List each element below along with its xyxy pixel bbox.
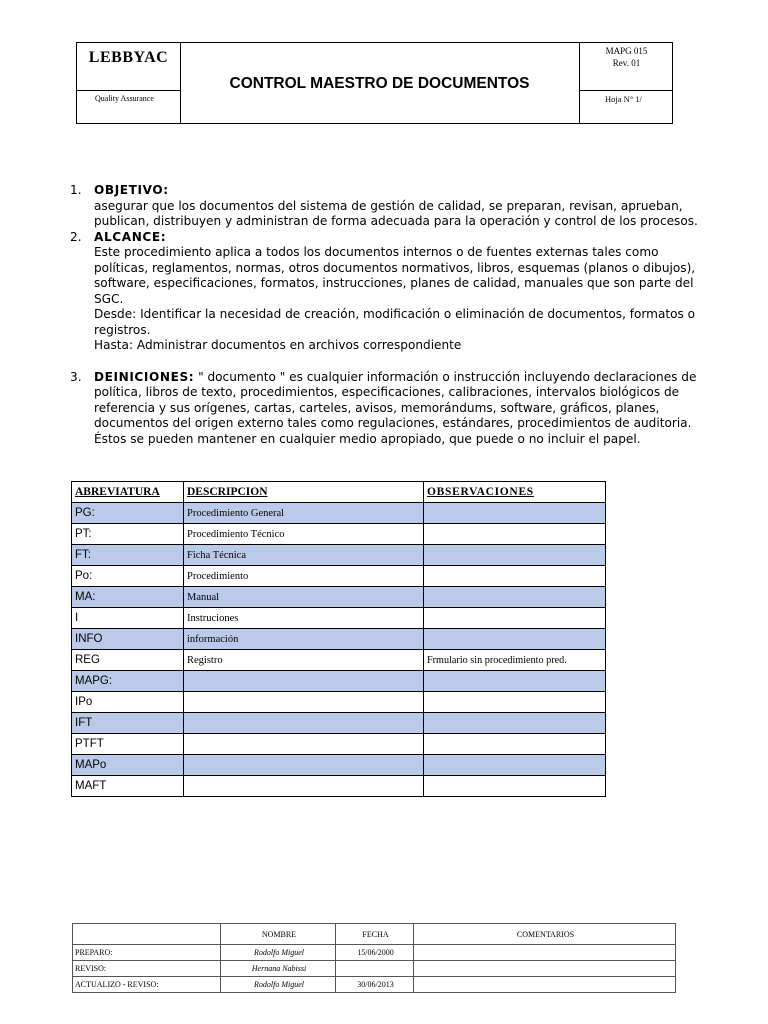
table-row (72, 608, 606, 629)
table-row (72, 692, 606, 713)
section-heading: ALCANCE: (94, 229, 167, 244)
abbr-cell: PTFT (72, 734, 184, 755)
obs-cell (424, 566, 606, 587)
obs-cell (424, 755, 606, 776)
table-row (73, 977, 676, 993)
sheet-number: Hoja N° 1/ (605, 94, 642, 104)
table-row (72, 629, 606, 650)
column-header-nombre: NOMBRE (221, 924, 336, 945)
section-line: Hasta: Administrar documentos en archivos correspondiente (94, 338, 462, 352)
table-row (72, 566, 606, 587)
obs-cell (424, 713, 606, 734)
abbr-cell: IPo (72, 692, 184, 713)
desc-cell: Manual (184, 587, 424, 608)
desc-cell: Instruciones (184, 608, 424, 629)
column-header-role (73, 924, 221, 945)
document-title: CONTROL MAESTRO DE DOCUMENTOS (229, 75, 530, 92)
comments-cell (414, 961, 676, 977)
desc-cell (184, 713, 424, 734)
section-line: " documento " es cualquier información o instrucción incluyendo declaraciones de (194, 369, 697, 384)
abbr-cell: MAPo (72, 755, 184, 776)
obs-cell (424, 629, 606, 650)
role-cell: PREPARO: (73, 945, 221, 961)
section-line: registros. (94, 322, 151, 337)
document-code-number: MAPG 015 (605, 46, 648, 56)
header-divider (77, 90, 180, 91)
date-cell: 15/06/2000 (336, 945, 414, 961)
desc-cell (184, 776, 424, 797)
document-revision: Rev. 01 (612, 58, 641, 68)
abbr-cell: REG (72, 650, 184, 671)
section-line: asegurar que los documentos del sistema de gestión de calidad, se preparan, revisan, aprueban, (94, 198, 683, 213)
desc-cell: Procedimiento Técnico (184, 524, 424, 545)
section-number: 2. (70, 229, 82, 244)
section-line: política, libros de texto, procedimientos, especificaciones, calibraciones, intervalos biológicos de (94, 385, 680, 399)
company-brand: LEBBYAC (88, 49, 169, 66)
section-line: Este procedimiento aplica a todos los documentos internos o de fuentes externas tales como (94, 245, 659, 259)
desc-cell: Procedimiento General (184, 503, 424, 524)
abbr-cell: IFT (72, 713, 184, 734)
section-number: 1. (70, 183, 82, 197)
name-cell: Rodolfo Miguel (221, 945, 336, 961)
section-heading: OBJETIVO: (94, 183, 169, 197)
signatures-table (72, 923, 676, 993)
table-row (72, 524, 606, 545)
obs-cell (424, 692, 606, 713)
desc-cell (184, 671, 424, 692)
section-line: Éstos se pueden mantener en cualquier medio apropiado, que puede o no incluir el papel. (94, 431, 641, 446)
document-body (70, 183, 730, 447)
header-divider (579, 90, 672, 91)
obs-cell (424, 545, 606, 566)
comments-cell (414, 977, 676, 993)
column-header-comentarios: COMENTARIOS (414, 924, 676, 945)
abbr-cell: I (72, 608, 184, 629)
obs-cell (424, 734, 606, 755)
table-row (72, 545, 606, 566)
desc-cell (184, 755, 424, 776)
section-line: software, especificaciones, formatos, instrucciones, planes de calidad, manuales que son parte del (94, 276, 694, 290)
obs-cell (424, 671, 606, 692)
obs-cell (424, 503, 606, 524)
document-code (579, 45, 674, 69)
role-cell: ACTUALIZO - REVISO: (73, 977, 221, 993)
date-cell: 30/06/2013 (336, 977, 414, 993)
section-definiciones (70, 370, 730, 448)
table-row (72, 503, 606, 524)
obs-cell: Frmulario sin procedimiento pred. (424, 650, 606, 671)
column-header-abreviatura: ABREVIATURA (72, 482, 184, 503)
role-cell: REVISO: (73, 961, 221, 977)
document-header (76, 42, 673, 124)
section-objetivo (70, 183, 730, 230)
table-row (72, 671, 606, 692)
abbr-cell: MAPG: (72, 671, 184, 692)
desc-cell (184, 734, 424, 755)
table-header-row (72, 482, 606, 503)
table-row (72, 713, 606, 734)
table-row (72, 734, 606, 755)
table-header-row (73, 924, 676, 945)
column-header-fecha: FECHA (336, 924, 414, 945)
section-line: documentos del origen externo tales como regulaciones, estándares, procedimientos de auditoria. (94, 416, 692, 430)
table-row (72, 650, 606, 671)
abbr-cell: INFO (72, 629, 184, 650)
name-cell: Rodolfo Miguel (221, 977, 336, 993)
desc-cell: Registro (184, 650, 424, 671)
section-heading: DEINICIONES: (94, 369, 195, 384)
department-label: Quality Assurance (95, 94, 154, 103)
abbreviations-table (71, 481, 606, 797)
desc-cell: Procedimiento (184, 566, 424, 587)
desc-cell: información (184, 629, 424, 650)
obs-cell (424, 608, 606, 629)
table-row (72, 776, 606, 797)
table-row (73, 945, 676, 961)
table-row (72, 587, 606, 608)
table-row (72, 755, 606, 776)
abbr-cell: PG: (72, 503, 184, 524)
comments-cell (414, 945, 676, 961)
obs-cell (424, 587, 606, 608)
section-line: referencia y sus orígenes, cartas, carteles, avisos, memorándums, software, gráficos, planes, (94, 400, 660, 415)
desc-cell (184, 692, 424, 713)
abbr-cell: FT: (72, 545, 184, 566)
obs-cell (424, 524, 606, 545)
abbr-cell: MA: (72, 587, 184, 608)
table-row (73, 961, 676, 977)
section-line: SGC. (94, 291, 124, 306)
section-line: políticas, reglamentos, normas, otros documentos normativos, libros, esquemas (planos o dibujos), (94, 260, 696, 275)
section-number: 3. (70, 369, 82, 384)
section-alcance (70, 230, 730, 354)
column-header-observaciones: OBSERVACIONES (424, 482, 606, 503)
abbr-cell: MAFT (72, 776, 184, 797)
date-cell (336, 961, 414, 977)
section-line: Desde: Identificar la necesidad de creación, modificación o eliminación de documentos, formatos o (94, 307, 696, 321)
name-cell: Hernana Nabissi (221, 961, 336, 977)
abbr-cell: PT: (72, 524, 184, 545)
obs-cell (424, 776, 606, 797)
abbr-cell: Po: (72, 566, 184, 587)
section-line: publican, distribuyen y administran de forma adecuada para la operación y control de los procesos. (94, 214, 698, 228)
column-header-descripcion: DESCRIPCION (184, 482, 424, 503)
desc-cell: Ficha Técnica (184, 545, 424, 566)
